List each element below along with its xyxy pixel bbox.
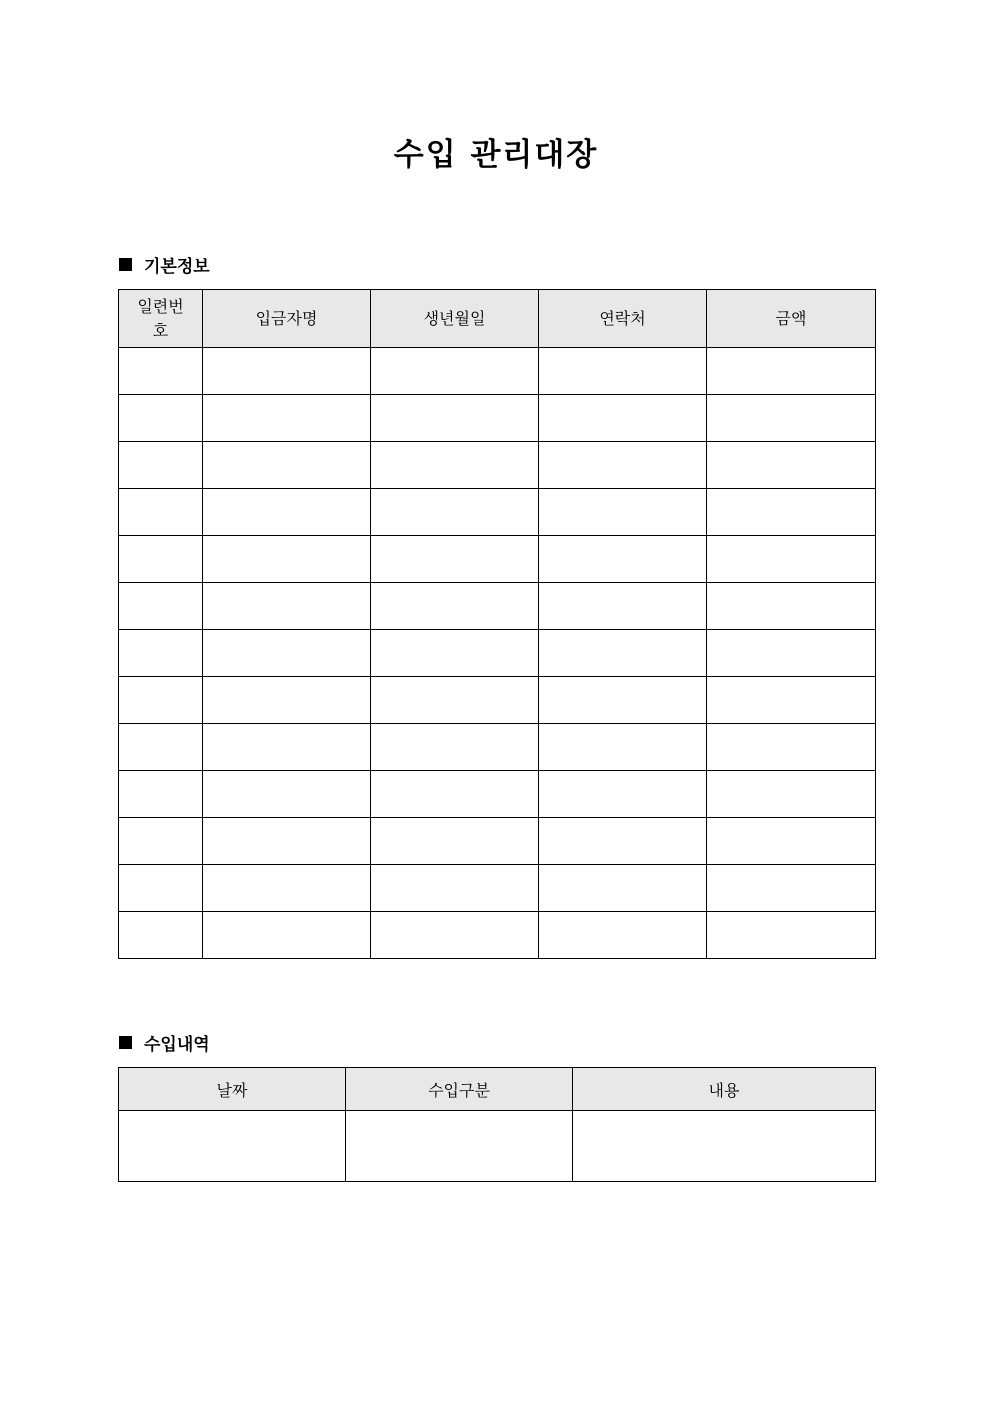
table-cell[interactable] [707,630,876,677]
table-cell[interactable] [203,630,371,677]
table-cell[interactable] [119,583,203,630]
income-details-table [118,1067,876,1182]
table-cell[interactable] [539,536,707,583]
table-cell[interactable] [707,677,876,724]
table-cell[interactable] [371,771,539,818]
table-cell[interactable] [539,489,707,536]
section-heading-basic-info [119,252,210,276]
column-header-depositor: 입금자명 [203,290,371,348]
square-bullet-icon [119,258,132,271]
table-cell[interactable] [119,818,203,865]
table-cell[interactable] [371,818,539,865]
table-row [119,442,876,489]
table-row [119,677,876,724]
table-cell[interactable] [707,442,876,489]
table-row [119,912,876,959]
table-row [119,536,876,583]
table-cell[interactable] [203,348,371,395]
column-header-serial: 일련번호 [119,290,203,348]
income-details-table-body [119,1111,876,1182]
table-cell[interactable] [371,724,539,771]
table-cell[interactable] [539,348,707,395]
table-cell[interactable] [203,489,371,536]
column-header-amount: 금액 [707,290,876,348]
table-cell[interactable] [707,348,876,395]
table-cell[interactable] [203,724,371,771]
table-header-row [119,1068,876,1111]
table-cell[interactable] [203,818,371,865]
table-cell[interactable] [573,1111,876,1182]
table-cell[interactable] [539,912,707,959]
table-cell[interactable] [707,395,876,442]
basic-info-table [118,289,876,959]
table-cell[interactable] [539,724,707,771]
table-cell[interactable] [119,348,203,395]
table-row [119,348,876,395]
table-cell[interactable] [203,536,371,583]
section-heading-income-details [119,1030,210,1054]
table-cell[interactable] [119,630,203,677]
square-bullet-icon [119,1036,132,1049]
table-cell[interactable] [119,1111,346,1182]
table-cell[interactable] [707,583,876,630]
table-cell[interactable] [707,489,876,536]
table-cell[interactable] [371,395,539,442]
table-cell[interactable] [119,442,203,489]
table-cell[interactable] [203,677,371,724]
table-cell[interactable] [119,724,203,771]
table-cell[interactable] [203,442,371,489]
column-header-income-type: 수입구분 [346,1068,573,1111]
table-cell[interactable] [346,1111,573,1182]
table-cell[interactable] [371,489,539,536]
table-cell[interactable] [707,771,876,818]
table-row [119,724,876,771]
table-row [119,395,876,442]
table-cell[interactable] [371,536,539,583]
column-header-content: 내용 [573,1068,876,1111]
table-cell[interactable] [119,395,203,442]
table-row [119,630,876,677]
table-row [119,583,876,630]
table-cell[interactable] [371,630,539,677]
table-cell[interactable] [371,442,539,489]
table-row [119,771,876,818]
section-heading-label: 기본정보 [144,256,210,277]
table-cell[interactable] [119,771,203,818]
table-cell[interactable] [203,395,371,442]
table-cell[interactable] [539,630,707,677]
table-cell[interactable] [119,865,203,912]
column-header-contact: 연락처 [539,290,707,348]
table-cell[interactable] [119,912,203,959]
table-cell[interactable] [371,677,539,724]
table-cell[interactable] [707,912,876,959]
table-cell[interactable] [203,771,371,818]
table-cell[interactable] [539,442,707,489]
table-cell[interactable] [371,348,539,395]
table-cell[interactable] [203,583,371,630]
table-cell[interactable] [539,771,707,818]
table-cell[interactable] [119,677,203,724]
basic-info-table-body [119,348,876,959]
table-cell[interactable] [539,818,707,865]
table-cell[interactable] [203,912,371,959]
table-cell[interactable] [371,912,539,959]
document-title: 수입 관리대장 [393,137,599,173]
column-header-birthdate: 생년월일 [371,290,539,348]
table-row [119,489,876,536]
table-cell[interactable] [539,677,707,724]
table-row [119,865,876,912]
table-header-row [119,290,876,348]
table-cell[interactable] [371,865,539,912]
table-cell[interactable] [707,865,876,912]
table-cell[interactable] [119,489,203,536]
column-header-date: 날짜 [119,1068,346,1111]
table-cell[interactable] [707,818,876,865]
table-cell[interactable] [371,583,539,630]
table-cell[interactable] [203,865,371,912]
section-heading-label: 수입내역 [144,1034,210,1055]
table-cell[interactable] [539,865,707,912]
table-cell[interactable] [539,583,707,630]
table-cell[interactable] [707,724,876,771]
table-cell[interactable] [539,395,707,442]
table-row [119,1111,876,1182]
table-cell[interactable] [707,536,876,583]
table-cell[interactable] [119,536,203,583]
table-row [119,818,876,865]
